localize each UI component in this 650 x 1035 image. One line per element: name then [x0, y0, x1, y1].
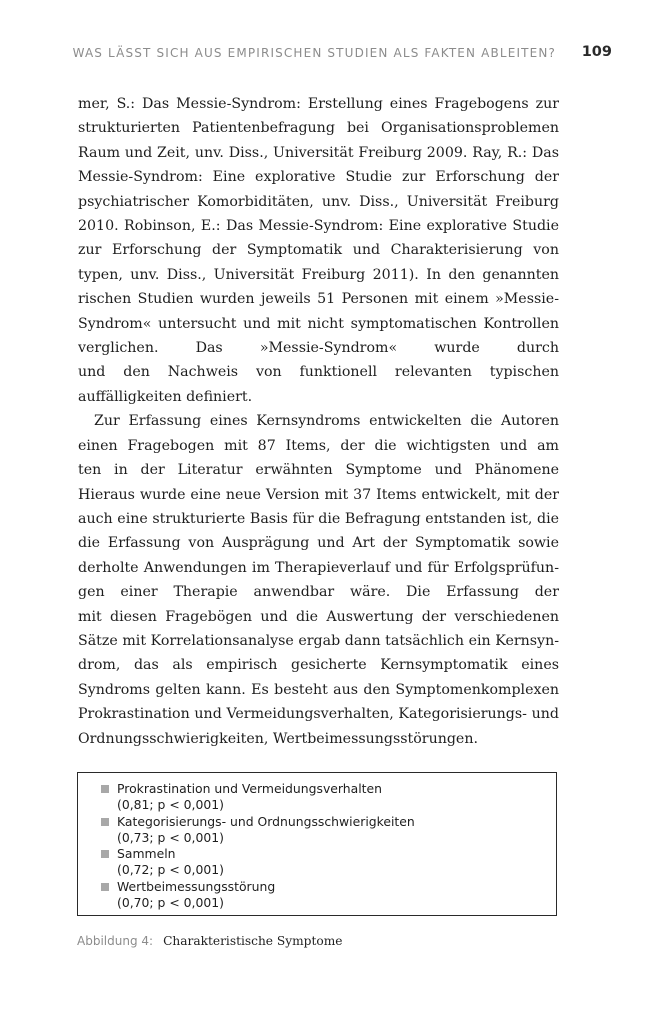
page-header	[0, 44, 650, 68]
text-line: rischen Studien wurden jeweils 51 Personen mit einem »Messie-	[78, 291, 559, 308]
text-line: Raum und Zeit, unv. Diss., Universität Freiburg 2009. Ray, R.: Das	[78, 144, 559, 161]
square-bullet-icon	[101, 785, 109, 793]
symptom-label: Kategorisierungs- und Ordnungsschwierigkeiten	[117, 813, 415, 829]
text-line: typen, unv. Diss., Universität Freiburg 2011). In den genannten	[78, 266, 559, 283]
text-line: drom, das als empirisch gesicherte Kernsymptomatik eines	[78, 657, 559, 674]
text-line: die Erfassung von Ausprägung und Art der Symptomatik sowie	[78, 535, 559, 552]
caption-label: Abbildung 4:	[77, 934, 154, 948]
symptom-list	[101, 781, 415, 911]
text-line: 2010. Robinson, E.: Das Messie-Syndrom: Eine explorative Studie	[78, 218, 559, 235]
text-line: mer, S.: Das Messie-Syndrom: Erstellung eines Fragebogens zur	[78, 96, 559, 112]
text-line: Sätze mit Korrelationsanalyse ergab dann tatsächlich ein Kernsyn-	[78, 632, 559, 649]
text-line: auch eine strukturierte Basis für die Befragung entstanden ist, die	[78, 510, 559, 527]
symptom-label: Wertbeimessungsstörung	[117, 878, 276, 894]
symptom-label: Prokrastination und Vermeidungsverhalten	[117, 781, 382, 796]
text-line: einen Fragebogen mit 87 Items, der die wichtigsten und am	[78, 437, 559, 454]
figure-caption	[77, 932, 342, 950]
square-bullet-icon	[101, 883, 109, 891]
text-line: Ordnungsschwierigkeiten, Wertbeimessungsstörungen.	[78, 730, 478, 747]
text-line: Prokrastination und Vermeidungsverhalten, Kategorisierungs- und	[78, 706, 559, 723]
page-number: 109	[581, 44, 612, 60]
text-line: Syndroms gelten kann. Es besteht aus den Symptomenkomplexen	[78, 681, 559, 698]
text-line: psychiatrischer Komorbiditäten, unv. Diss., Universität Freiburg	[78, 193, 559, 210]
caption-text: Charakteristische Symptome	[163, 934, 343, 948]
square-bullet-icon	[101, 818, 109, 826]
text-line: Syndrom« untersucht und mit nicht symptomatischen Kontrollen	[78, 315, 559, 332]
text-line: auffälligkeiten definiert.	[78, 388, 253, 405]
square-bullet-icon	[101, 850, 109, 858]
text-line: und den Nachweis von funktionell relevanten typischen	[78, 364, 559, 381]
symptom-label: Sammeln	[117, 846, 176, 862]
symptom-statistic: (0,70; p < 0,001)	[117, 895, 224, 911]
text-line: Zur Erfassung eines Kernsyndroms entwickelten die Autoren	[94, 413, 559, 430]
text-line: gen einer Therapie anwendbar wäre. Die Erfassung der	[78, 584, 559, 601]
text-line: Messie-Syndrom: Eine explorative Studie zur Erforschung der	[78, 169, 559, 186]
text-line: mit diesen Fragebögen und die Auswertung der verschiedenen	[78, 608, 559, 625]
text-line: verglichen. Das »Messie-Syndrom« wurde durch	[78, 340, 559, 357]
text-line: zur Erforschung der Symptomatik und Charakterisierung von	[78, 242, 559, 259]
text-line: ten in der Literatur erwähnten Symptome und Phänomene	[78, 462, 559, 479]
symptom-statistic: (0,73; p < 0,001)	[117, 829, 224, 845]
list-item	[101, 781, 415, 814]
text-line: derholte Anwendungen im Therapieverlauf und für Erfolgsprüfun-	[78, 559, 559, 576]
list-item	[101, 879, 415, 912]
text-line: Hieraus wurde eine neue Version mit 37 Items entwickelt, mit der	[78, 486, 559, 503]
list-item	[101, 846, 415, 879]
symptom-figure-box	[77, 772, 557, 916]
symptom-statistic: (0,81; p < 0,001)	[117, 797, 224, 813]
symptom-statistic: (0,72; p < 0,001)	[117, 862, 224, 878]
running-title: WAS LÄSST SICH AUS EMPIRISCHEN STUDIEN ALS FAKTEN ABLEITEN?	[72, 46, 556, 60]
text-line: strukturierten Patientenbefragung bei Organisationsproblemen	[78, 120, 559, 137]
body-text	[78, 92, 559, 751]
list-item	[101, 814, 415, 847]
